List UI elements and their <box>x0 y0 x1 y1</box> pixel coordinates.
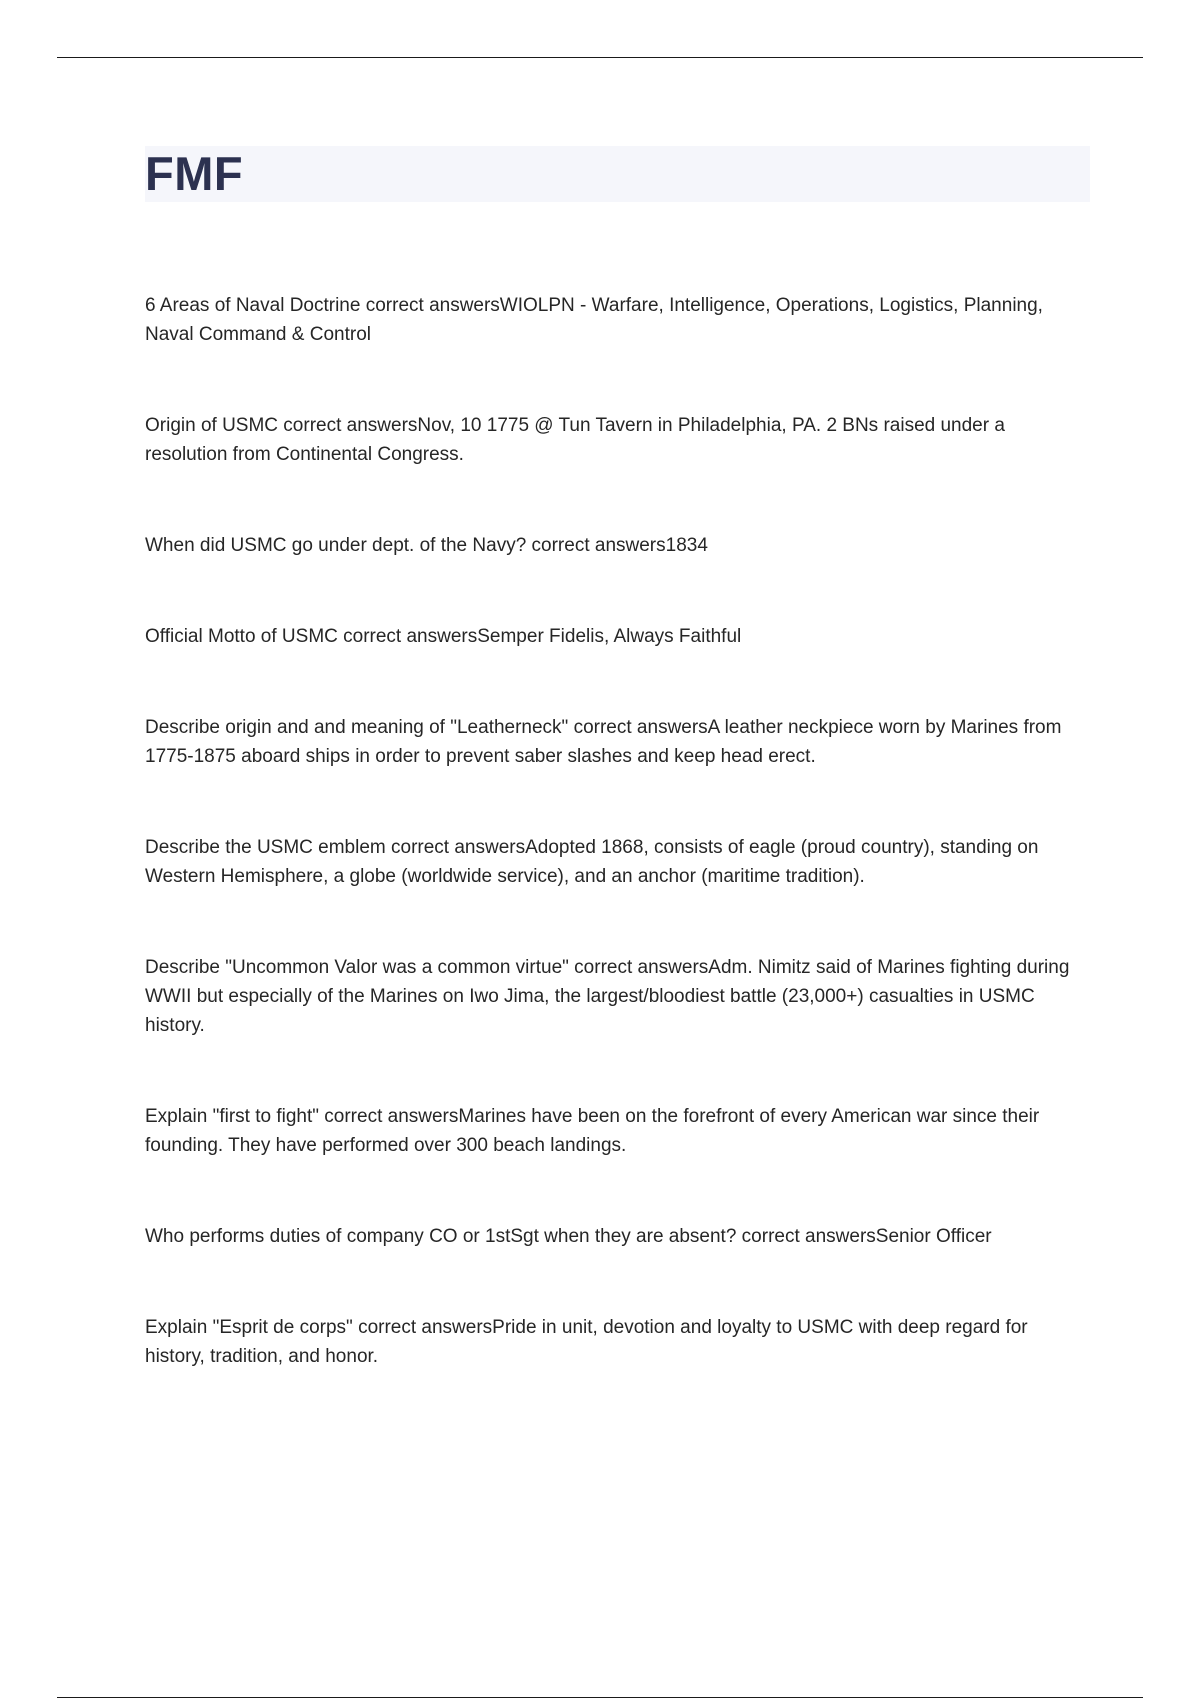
qa-list <box>145 291 1090 1371</box>
bottom-divider <box>57 1697 1143 1698</box>
qa-item-uncommon-valor: Describe "Uncommon Valor was a common virtue" correct answersAdm. Nimitz said of Marines fighting during WWII but especially of the Marines on Iwo Jima, the largest/bloodiest battle (23,000+) casualties in USMC history. <box>145 957 1070 1036</box>
title-band <box>145 146 1090 202</box>
qa-item-leatherneck: Describe origin and and meaning of "Leatherneck" correct answersA leather neckpiece worn by Marines from 1775-1875 aboard ships in order to prevent saber slashes and keep head erect. <box>145 717 1062 767</box>
qa-item-company-duties: Who performs duties of company CO or 1stSgt when they are absent? correct answersSenior Officer <box>145 1226 992 1247</box>
qa-item-origin-usmc: Origin of USMC correct answersNov, 10 1775 @ Tun Tavern in Philadelphia, PA. 2 BNs raised under a resolution from Continental Congress. <box>145 415 1005 465</box>
qa-item-motto: Official Motto of USMC correct answersSemper Fidelis, Always Faithful <box>145 626 742 647</box>
qa-item-dept-navy: When did USMC go under dept. of the Navy? correct answers1834 <box>145 535 708 556</box>
qa-item-naval-doctrine: 6 Areas of Naval Doctrine correct answersWIOLPN - Warfare, Intelligence, Operations, Logistics, Planning, Naval Command & Control <box>145 295 1043 345</box>
qa-item-emblem: Describe the USMC emblem correct answersAdopted 1868, consists of eagle (proud country), standing on Western Hemisphere, a globe (worldwide service), and an anchor (maritime tradition). <box>145 837 1039 887</box>
page-title: FMF <box>145 147 244 200</box>
qa-item-esprit-de-corps: Explain "Esprit de corps" correct answersPride in unit, devotion and loyalty to USMC with deep regard for history, tradition, and honor. <box>145 1317 1028 1367</box>
top-divider <box>57 57 1143 58</box>
qa-item-first-to-fight: Explain "first to fight" correct answersMarines have been on the forefront of every American war since their founding. They have performed over 300 beach landings. <box>145 1106 1040 1156</box>
